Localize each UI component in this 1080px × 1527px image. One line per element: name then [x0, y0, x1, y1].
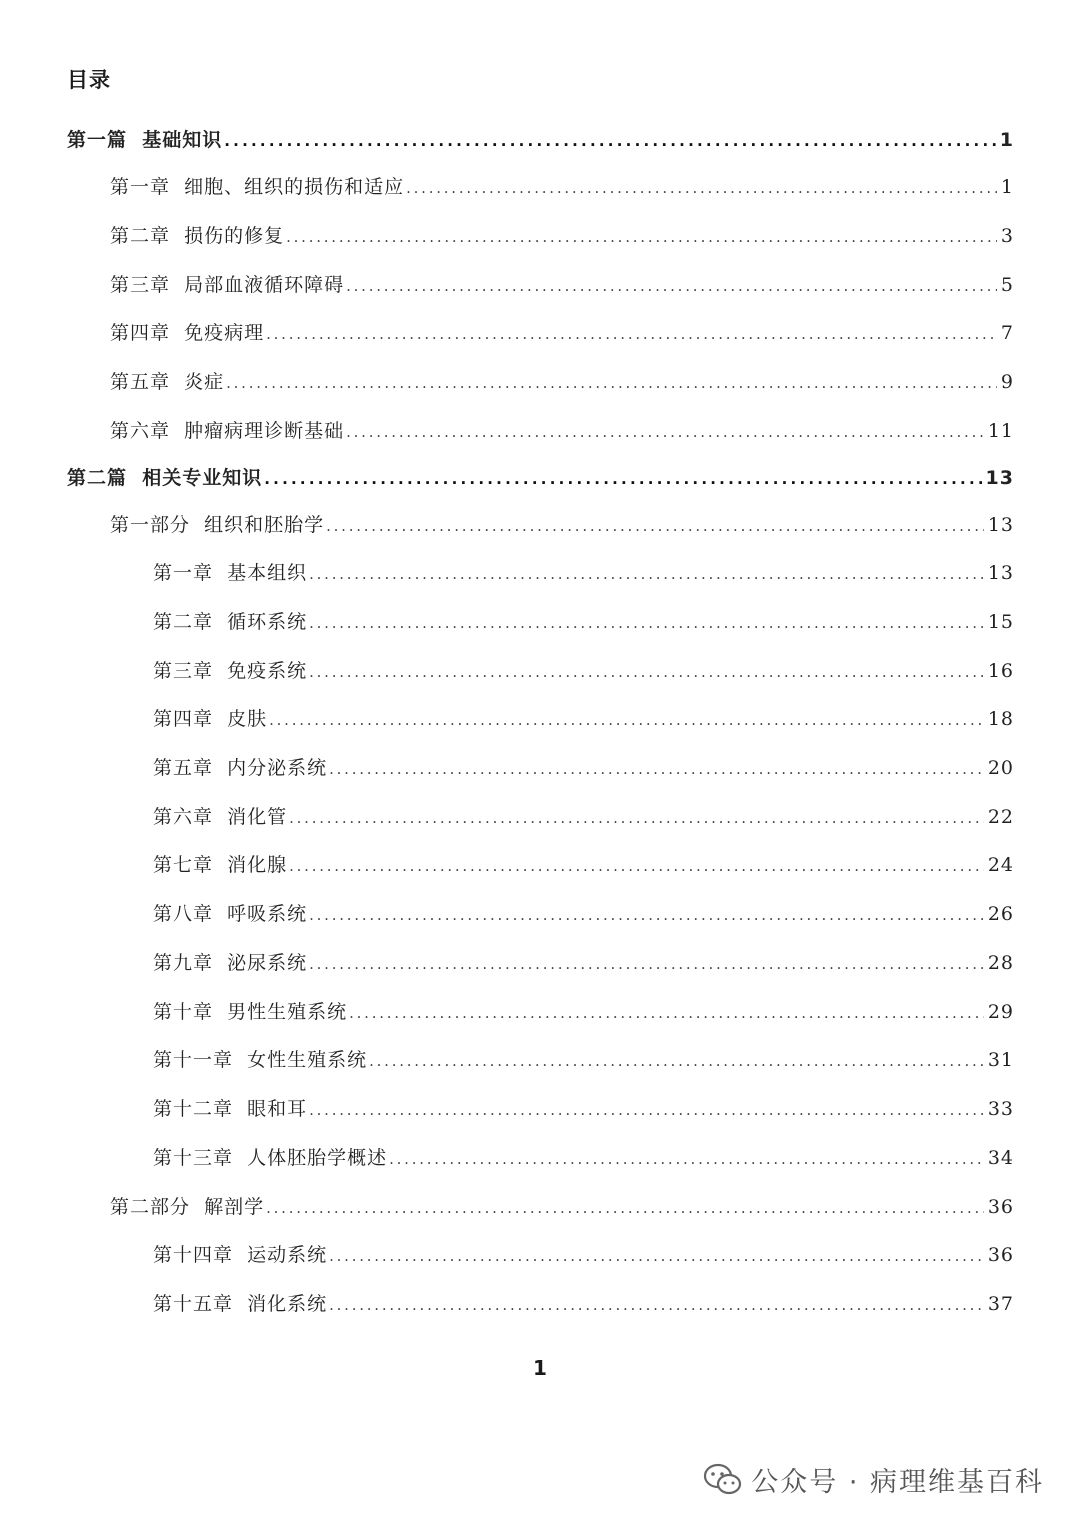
toc-entry[interactable]: [153, 1289, 1014, 1319]
toc-dot-leader: [264, 470, 981, 488]
toc-entry[interactable]: [110, 416, 1014, 446]
toc-dot-leader: [286, 228, 997, 246]
toc-dot-leader: [349, 1004, 984, 1022]
toc-dot-leader: [326, 517, 984, 535]
toc-dot-leader: [329, 760, 984, 778]
watermark: [703, 1460, 1044, 1499]
toc-entry-label: 第五章 内分泌系统: [153, 757, 328, 779]
toc-entry-page: 36: [987, 1244, 1014, 1266]
toc-entry-label: 第二章 损伤的修复: [110, 225, 285, 247]
toc-dot-leader: [269, 711, 984, 729]
toc-dot-leader: [226, 374, 997, 392]
toc-part-entry[interactable]: [67, 463, 1014, 493]
toc-entry-label: 第五章 炎症: [110, 371, 225, 393]
toc-entry-page: 3: [1000, 225, 1014, 247]
toc-dot-leader: [329, 1247, 984, 1265]
toc-entry-label: 第一篇 基础知识: [67, 129, 223, 151]
toc-dot-leader: [309, 565, 984, 583]
toc-entry[interactable]: [153, 704, 1014, 734]
toc-entry-page: 16: [987, 660, 1014, 682]
toc-dot-leader: [406, 179, 997, 197]
toc-entry-page: 7: [1000, 322, 1014, 344]
toc-entry-label: 第二部分 解剖学: [110, 1196, 265, 1218]
toc-entry-page: 11: [987, 420, 1014, 442]
toc-entry[interactable]: [153, 899, 1014, 929]
toc-entry-page: 33: [987, 1098, 1014, 1120]
toc-entry-label: 第十章 男性生殖系统: [153, 1001, 348, 1023]
toc-entry-label: 第六章 消化管: [153, 806, 288, 828]
toc-entry-label: 第四章 皮肤: [153, 708, 268, 730]
toc-entry[interactable]: [153, 656, 1014, 686]
toc-entry-label: 第十三章 人体胚胎学概述: [153, 1147, 388, 1169]
toc-entry-label: 第十五章 消化系统: [153, 1293, 328, 1315]
toc-entry-page: 1: [1000, 176, 1014, 198]
toc-entry[interactable]: [153, 558, 1014, 588]
toc-dot-leader: [329, 1296, 984, 1314]
toc-entry-label: 第七章 消化腺: [153, 854, 288, 876]
toc-dot-leader: [266, 325, 997, 343]
toc-entry[interactable]: [110, 510, 1014, 540]
toc-entry-label: 第一章 细胞、组织的损伤和适应: [110, 176, 405, 198]
toc-entry-label: 第十二章 眼和耳: [153, 1098, 308, 1120]
toc-dot-leader: [224, 132, 996, 150]
page-number: 1: [533, 1356, 547, 1380]
toc-entry-label: 第十四章 运动系统: [153, 1244, 328, 1266]
toc-entry-page: 15: [987, 611, 1014, 633]
toc-entry-page: 36: [987, 1196, 1014, 1218]
toc-entry-page: 31: [987, 1049, 1014, 1071]
toc-entry-label: 第三章 免疫系统: [153, 660, 308, 682]
toc-entry-page: 1: [999, 129, 1014, 151]
toc-entry-page: 37: [987, 1293, 1014, 1315]
toc-entry[interactable]: [110, 221, 1014, 251]
toc-dot-leader: [346, 277, 997, 295]
toc-dot-leader: [309, 1101, 984, 1119]
toc-dot-leader: [289, 857, 984, 875]
toc-dot-leader: [389, 1150, 984, 1168]
toc-entry-page: 5: [1000, 274, 1014, 296]
toc-entry-label: 第十一章 女性生殖系统: [153, 1049, 368, 1071]
toc-entry-page: 28: [987, 952, 1014, 974]
toc-dot-leader: [309, 663, 984, 681]
toc-dot-leader: [369, 1052, 984, 1070]
toc-entry-label: 第三章 局部血液循环障碍: [110, 274, 345, 296]
toc-entry[interactable]: [153, 753, 1014, 783]
toc-entry[interactable]: [153, 607, 1014, 637]
toc-entry-label: 第二篇 相关专业知识: [67, 467, 263, 489]
toc-entry[interactable]: [110, 318, 1014, 348]
toc-entry-label: 第一部分 组织和胚胎学: [110, 514, 325, 536]
toc-dot-leader: [309, 906, 984, 924]
toc-entry-page: 18: [987, 708, 1014, 730]
toc-dot-leader: [309, 614, 984, 632]
toc-entry-page: 13: [987, 514, 1014, 536]
toc-entry-page: 24: [987, 854, 1014, 876]
toc-dot-leader: [266, 1199, 984, 1217]
toc-entry[interactable]: [153, 997, 1014, 1027]
toc-entry[interactable]: [110, 270, 1014, 300]
toc-dot-leader: [346, 423, 984, 441]
toc-entry-page: 20: [987, 757, 1014, 779]
toc-entry-page: 22: [987, 806, 1014, 828]
toc-entry-page: 9: [1000, 371, 1014, 393]
watermark-text: 公众号 · 病理维基百科: [751, 1467, 1044, 1498]
toc-entry-label: 第四章 免疫病理: [110, 322, 265, 344]
toc-entry[interactable]: [110, 367, 1014, 397]
toc-entry-label: 第九章 泌尿系统: [153, 952, 308, 974]
toc-entry[interactable]: [153, 1045, 1014, 1075]
toc-entry-page: 13: [987, 562, 1014, 584]
toc-entry-label: 第二章 循环系统: [153, 611, 308, 633]
toc-part-entry[interactable]: [67, 125, 1014, 155]
toc-entry[interactable]: [110, 172, 1014, 202]
toc-entry[interactable]: [153, 850, 1014, 880]
toc-dot-leader: [289, 809, 984, 827]
toc-entry[interactable]: [153, 1143, 1014, 1173]
toc-entry-page: 13: [985, 467, 1014, 489]
toc-entry[interactable]: [153, 948, 1014, 978]
toc-title: 目录: [67, 68, 111, 92]
toc-entry[interactable]: [153, 1240, 1014, 1270]
toc-dot-leader: [309, 955, 984, 973]
wechat-icon: [703, 1463, 743, 1497]
toc-entry-page: 34: [987, 1147, 1014, 1169]
toc-entry-label: 第八章 呼吸系统: [153, 903, 308, 925]
toc-entry[interactable]: [110, 1192, 1014, 1222]
toc-entry[interactable]: [153, 1094, 1014, 1124]
toc-entry-page: 26: [987, 903, 1014, 925]
toc-entry[interactable]: [153, 802, 1014, 832]
toc-entry-label: 第一章 基本组织: [153, 562, 308, 584]
toc-entry-label: 第六章 肿瘤病理诊断基础: [110, 420, 345, 442]
toc-entry-page: 29: [987, 1001, 1014, 1023]
